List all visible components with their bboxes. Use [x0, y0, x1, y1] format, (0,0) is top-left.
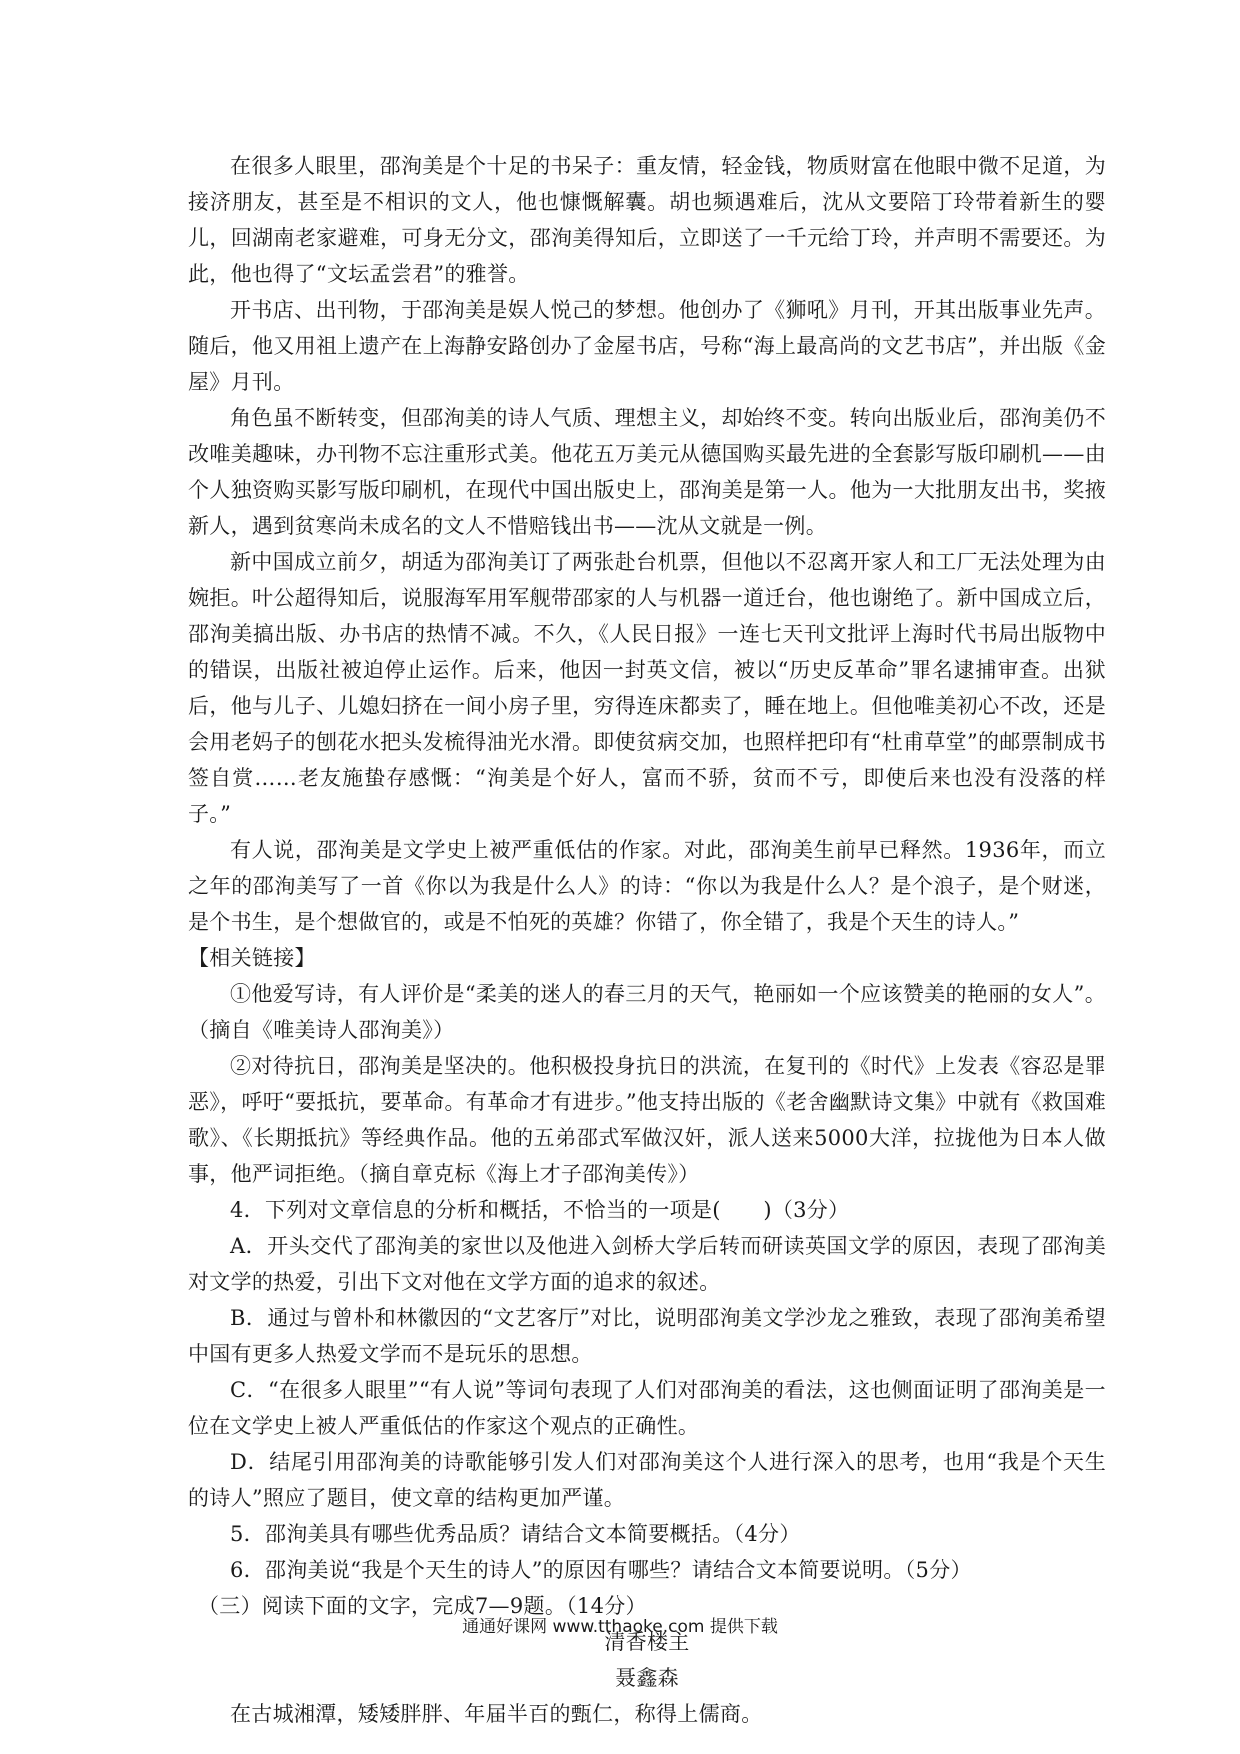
section-3-heading: （三）阅读下面的文字，完成7—9题。（14分）	[198, 1594, 647, 1618]
story-title: 清香楼主	[604, 1630, 690, 1654]
story-author: 聂鑫森	[615, 1666, 679, 1690]
paragraph-generosity: 在很多人眼里，邵洵美是个十足的书呆子：重友情，轻金钱，物质财富在他眼中微不足道，为接济朋友，甚至是不相识的文人，他也慷慨解囊。胡也频遇难后，沈从文要陪丁玲带着新生的婴儿，回湖南老家避难，可身无分文，邵洵美得知后，立即送了一千元给丁玲，并声明不需要还。为此，他也得了“文坛孟尝君”的雅誉。	[188, 154, 1106, 286]
question-4-option-c: C．“在很多人眼里”“有人说”等词句表现了人们对邵洵美的看法，这也侧面证明了邵洵美是一位在文学史上被人严重低估的作家这个观点的正确性。	[188, 1378, 1106, 1438]
document-body	[188, 148, 1106, 1732]
story-first-line: 在古城湘潭，矮矮胖胖、年届半百的甄仁，称得上儒商。	[230, 1702, 763, 1726]
question-6: 6．邵洵美说“我是个天生的诗人”的原因有哪些？请结合文本简要说明。（5分）	[230, 1558, 972, 1582]
related-links-heading: 【相关链接】	[188, 946, 316, 970]
page-footer: 通通好课网 www.tthaoke.com 提供下载	[462, 1617, 778, 1637]
question-4-stem: 4．下列对文章信息的分析和概括，不恰当的一项是( )（3分）	[230, 1198, 850, 1222]
paragraph-poet-temperament: 角色虽不断转变，但邵洵美的诗人气质、理想主义，却始终不变。转向出版业后，邵洵美仍不改唯美趣味，办刊物不忘注重形式美。他花五万美元从德国购买最先进的全套影写版印刷机——由个人独资购买影写版印刷机，在现代中国出版史上，邵洵美是第一人。他为一大批朋友出书，奖掖新人，遇到贫寒尚未成名的文人不惜赔钱出书——沈从文就是一例。	[188, 406, 1106, 538]
paragraph-underestimated: 有人说，邵洵美是文学史上被严重低估的作家。对此，邵洵美生前早已释然。1936年，而立之年的邵洵美写了一首《你以为我是什么人》的诗：“你以为我是什么人？是个浪子，是个财迷，是个书生，是个想做官的，或是不怕死的英雄？你错了，你全错了，我是个天生的诗人。”	[188, 838, 1106, 934]
question-5: 5．邵洵美具有哪些优秀品质？请结合文本简要概括。（4分）	[230, 1522, 801, 1546]
question-4-option-a: A．开头交代了邵洵美的家世以及他进入剑桥大学后转而研读英国文学的原因，表现了邵洵美对文学的热爱，引出下文对他在文学方面的追求的叙述。	[188, 1234, 1106, 1294]
related-link-1: ①他爱写诗，有人评价是“柔美的迷人的春三月的天气，艳丽如一个应该赞美的艳丽的女人”。（摘自《唯美诗人邵洵美》）	[188, 982, 1106, 1042]
question-4-option-b: B．通过与曾朴和林徽因的“文艺客厅”对比，说明邵洵美文学沙龙之雅致，表现了邵洵美希望中国有更多人热爱文学而不是玩乐的思想。	[188, 1306, 1106, 1366]
related-link-2: ②对待抗日，邵洵美是坚决的。他积极投身抗日的洪流，在复刊的《时代》上发表《容忍是罪恶》，呼吁“要抵抗，要革命。有革命才有进步。”他支持出版的《老舍幽默诗文集》中就有《救国难歌》、《长期抵抗》等经典作品。他的五弟邵式军做汉奸，派人送来5000大洋，拉拢他为日本人做事，他严词拒绝。（摘自章克标《海上才子邵洵美传》）	[188, 1054, 1106, 1186]
question-4-option-d: D．结尾引用邵洵美的诗歌能够引发人们对邵洵美这个人进行深入的思考，也用“我是个天生的诗人”照应了题目，使文章的结构更加严谨。	[188, 1450, 1106, 1510]
paragraph-after-1949: 新中国成立前夕，胡适为邵洵美订了两张赴台机票，但他以不忍离开家人和工厂无法处理为由婉拒。叶公超得知后，说服海军用军舰带邵家的人与机器一道迁台，他也谢绝了。新中国成立后，邵洵美搞出版、办书店的热情不减。不久，《人民日报》一连七天刊文批评上海时代书局出版物中的错误，出版社被迫停止运作。后来，他因一封英文信，被以“历史反革命”罪名逮捕审查。出狱后，他与儿子、儿媳妇挤在一间小房子里，穷得连床都卖了，睡在地上。但他唯美初心不改，还是会用老妈子的刨花水把头发梳得油光水滑。即使贫病交加，也照样把印有“杜甫草堂”的邮票制成书签自赏……老友施蛰存感慨：“洵美是个好人，富而不骄，贫而不亏，即使后来也没有没落的样子。”	[188, 550, 1106, 826]
paragraph-bookstore: 开书店、出刊物，于邵洵美是娱人悦己的梦想。他创办了《狮吼》月刊，开其出版事业先声。随后，他又用祖上遗产在上海静安路创办了金屋书店，号称“海上最高尚的文艺书店”，并出版《金屋》月刊。	[188, 298, 1106, 394]
